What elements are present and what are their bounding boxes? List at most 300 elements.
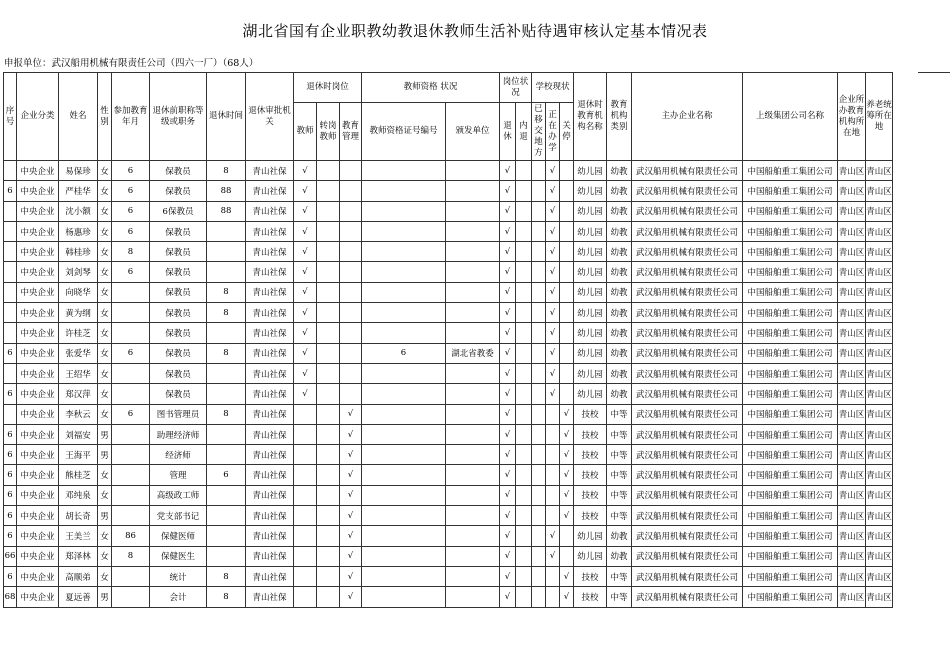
cell-running	[546, 587, 560, 607]
cell-host: 武汉船用机械有限责任公司	[632, 303, 743, 323]
cell-seq	[4, 161, 17, 181]
cell-transfer	[317, 526, 340, 546]
cell-manage	[340, 221, 362, 241]
cell-itype: 幼教	[607, 242, 632, 262]
cell-years: 6	[112, 201, 150, 221]
cell-teacher: √	[294, 181, 317, 201]
cell-title: 高级政工师	[150, 485, 207, 505]
cell-appr: 青山社保	[246, 546, 294, 566]
cell-transfer	[317, 404, 340, 424]
reporting-unit: 申报单位：武汉船用机械有限责任公司（四六一厂）（68人）	[4, 58, 259, 69]
cell-title: 经济师	[150, 445, 207, 465]
table-row	[4, 262, 893, 282]
cell-rtime: 8	[207, 282, 246, 302]
cell-seq	[4, 404, 17, 424]
header-retire-time: 退休时间	[207, 73, 246, 161]
cell-closed	[560, 242, 574, 262]
cell-host: 武汉船用机械有限责任公司	[632, 343, 743, 363]
cell-title: 保教员	[150, 282, 207, 302]
cell-years: 6	[112, 181, 150, 201]
cell-appr: 青山社保	[246, 181, 294, 201]
cell-itype: 幼教	[607, 303, 632, 323]
cell-itype: 幼教	[607, 546, 632, 566]
cell-running	[546, 465, 560, 485]
cell-gender: 女	[98, 526, 112, 546]
cell-cert	[362, 546, 446, 566]
cell-closed: √	[560, 485, 574, 505]
cell-running	[546, 506, 560, 526]
data-table	[3, 72, 893, 608]
cell-itype: 幼教	[607, 161, 632, 181]
cell-host: 武汉船用机械有限责任公司	[632, 506, 743, 526]
cell-transfer	[317, 566, 340, 586]
cell-rtime	[207, 445, 246, 465]
cell-gender: 女	[98, 181, 112, 201]
cell-issuer	[446, 506, 500, 526]
cell-cert	[362, 242, 446, 262]
cell-group: 中国船舶重工集团公司	[743, 363, 838, 383]
cell-teacher	[294, 404, 317, 424]
cell-cat: 中央企业	[17, 485, 59, 505]
cell-group: 中国船舶重工集团公司	[743, 465, 838, 485]
cell-gender: 女	[98, 303, 112, 323]
cell-itype: 幼教	[607, 181, 632, 201]
cell-inst: 技校	[574, 424, 607, 444]
cell-host: 武汉船用机械有限责任公司	[632, 546, 743, 566]
cell-loc: 青山区	[838, 445, 866, 465]
cell-loc: 青山区	[838, 181, 866, 201]
cell-internal	[516, 363, 532, 383]
header-pension-loc: 养老统筹所在地	[866, 73, 893, 161]
cell-seq: 6	[4, 343, 17, 363]
cell-gender: 女	[98, 384, 112, 404]
cell-title: 保教员	[150, 303, 207, 323]
cell-name: 向晓华	[59, 282, 98, 302]
cell-loc: 青山区	[838, 303, 866, 323]
cell-cert	[362, 384, 446, 404]
cell-moved	[532, 424, 546, 444]
cell-inst: 技校	[574, 404, 607, 424]
cell-years	[112, 445, 150, 465]
cell-seq: 6	[4, 445, 17, 465]
cell-group: 中国船舶重工集团公司	[743, 404, 838, 424]
cell-loc: 青山区	[838, 506, 866, 526]
cell-appr: 青山社保	[246, 445, 294, 465]
cell-issuer	[446, 465, 500, 485]
cell-moved	[532, 221, 546, 241]
cell-gender: 男	[98, 506, 112, 526]
cell-appr: 青山社保	[246, 201, 294, 221]
cell-loc: 青山区	[838, 587, 866, 607]
cell-teacher	[294, 445, 317, 465]
cell-ploc: 青山区	[866, 566, 893, 586]
cell-issuer	[446, 587, 500, 607]
cell-seq: 6	[4, 465, 17, 485]
cell-rtime	[207, 485, 246, 505]
cell-running: √	[546, 201, 560, 221]
cell-ploc: 青山区	[866, 424, 893, 444]
cell-manage	[340, 363, 362, 383]
cell-host: 武汉船用机械有限责任公司	[632, 262, 743, 282]
cell-moved	[532, 363, 546, 383]
cell-appr: 青山社保	[246, 465, 294, 485]
cell-internal	[516, 424, 532, 444]
header-gender: 性别	[98, 73, 112, 161]
cell-transfer	[317, 181, 340, 201]
cell-host: 武汉船用机械有限责任公司	[632, 526, 743, 546]
header-pos-status: 岗位状况	[500, 73, 532, 103]
cell-moved	[532, 181, 546, 201]
cell-seq: 6	[4, 384, 17, 404]
cell-issuer	[446, 424, 500, 444]
cell-internal	[516, 546, 532, 566]
header-pos-internal: 内退	[516, 103, 532, 161]
cell-transfer	[317, 363, 340, 383]
cell-rtime: 8	[207, 587, 246, 607]
cell-host: 武汉船用机械有限责任公司	[632, 363, 743, 383]
cell-loc: 青山区	[838, 282, 866, 302]
cell-closed	[560, 546, 574, 566]
cell-moved	[532, 161, 546, 181]
cell-transfer	[317, 506, 340, 526]
cell-gender: 女	[98, 343, 112, 363]
cell-loc: 青山区	[838, 485, 866, 505]
cell-ploc: 青山区	[866, 282, 893, 302]
cell-group: 中国船舶重工集团公司	[743, 546, 838, 566]
header-qual-issuer: 颁发单位	[446, 103, 500, 161]
cell-cat: 中央企业	[17, 526, 59, 546]
cell-rtime	[207, 526, 246, 546]
cell-closed: √	[560, 566, 574, 586]
cell-internal	[516, 282, 532, 302]
cell-retire: √	[500, 262, 516, 282]
cell-gender: 男	[98, 424, 112, 444]
cell-retire: √	[500, 201, 516, 221]
cell-teacher: √	[294, 201, 317, 221]
cell-running	[546, 424, 560, 444]
cell-manage: √	[340, 587, 362, 607]
cell-loc: 青山区	[838, 221, 866, 241]
cell-issuer: 湖北省教委	[446, 343, 500, 363]
cell-moved	[532, 546, 546, 566]
cell-retire: √	[500, 566, 516, 586]
cell-years	[112, 363, 150, 383]
header-approval: 退休审批机关	[246, 73, 294, 161]
cell-ploc: 青山区	[866, 465, 893, 485]
cell-gender: 女	[98, 465, 112, 485]
cell-name: 易保珍	[59, 161, 98, 181]
cell-ploc: 青山区	[866, 323, 893, 343]
cell-title: 保健医生	[150, 546, 207, 566]
cell-manage	[340, 262, 362, 282]
cell-title: 保教员	[150, 242, 207, 262]
cell-ploc: 青山区	[866, 485, 893, 505]
cell-seq	[4, 282, 17, 302]
cell-issuer	[446, 526, 500, 546]
cell-group: 中国船舶重工集团公司	[743, 242, 838, 262]
cell-manage	[340, 161, 362, 181]
table-row	[4, 181, 893, 201]
cell-years	[112, 506, 150, 526]
cell-appr: 青山社保	[246, 282, 294, 302]
header-inst-type: 教育机构类别	[607, 73, 632, 161]
cell-gender: 女	[98, 546, 112, 566]
cell-years: 6	[112, 262, 150, 282]
cell-manage	[340, 282, 362, 302]
cell-title: 保教员	[150, 363, 207, 383]
cell-itype: 幼教	[607, 343, 632, 363]
cell-running	[546, 485, 560, 505]
cell-transfer	[317, 262, 340, 282]
cell-cert	[362, 424, 446, 444]
cell-retire: √	[500, 242, 516, 262]
cell-internal	[516, 465, 532, 485]
cell-host: 武汉船用机械有限责任公司	[632, 566, 743, 586]
cell-itype: 中等	[607, 587, 632, 607]
cell-group: 中国船舶重工集团公司	[743, 161, 838, 181]
header-host: 主办企业名称	[632, 73, 743, 161]
cell-group: 中国船舶重工集团公司	[743, 384, 838, 404]
cell-itype: 幼教	[607, 323, 632, 343]
cell-moved	[532, 587, 546, 607]
cell-group: 中国船舶重工集团公司	[743, 262, 838, 282]
cell-itype: 幼教	[607, 201, 632, 221]
cell-closed	[560, 181, 574, 201]
cell-running: √	[546, 303, 560, 323]
cell-retire: √	[500, 303, 516, 323]
cell-cert	[362, 485, 446, 505]
cell-name: 黄为纲	[59, 303, 98, 323]
cell-itype: 中等	[607, 465, 632, 485]
cell-title: 保教员	[150, 323, 207, 343]
cell-closed	[560, 221, 574, 241]
cell-closed: √	[560, 587, 574, 607]
cell-seq	[4, 363, 17, 383]
header-qual-cert: 教师资格证号编号	[362, 103, 446, 161]
cell-inst: 技校	[574, 485, 607, 505]
cell-retire: √	[500, 506, 516, 526]
header-seq: 序号	[4, 73, 17, 161]
cell-issuer	[446, 566, 500, 586]
table-row	[4, 566, 893, 586]
cell-rtime	[207, 384, 246, 404]
cell-closed	[560, 384, 574, 404]
cell-ploc: 青山区	[866, 221, 893, 241]
cell-appr: 青山社保	[246, 303, 294, 323]
table-row	[4, 587, 893, 607]
cell-appr: 青山社保	[246, 343, 294, 363]
cell-internal	[516, 242, 532, 262]
cell-teacher: √	[294, 242, 317, 262]
cell-name: 王海平	[59, 445, 98, 465]
cell-closed	[560, 282, 574, 302]
cell-transfer	[317, 424, 340, 444]
cell-issuer	[446, 384, 500, 404]
cell-cat: 中央企业	[17, 161, 59, 181]
cell-cat: 中央企业	[17, 323, 59, 343]
cell-appr: 青山社保	[246, 485, 294, 505]
cell-rtime: 8	[207, 566, 246, 586]
cell-host: 武汉船用机械有限责任公司	[632, 445, 743, 465]
cell-ploc: 青山区	[866, 181, 893, 201]
cell-transfer	[317, 343, 340, 363]
cell-name: 许桂芝	[59, 323, 98, 343]
cell-name: 邓纯泉	[59, 485, 98, 505]
header-school-running: 正在办学	[546, 103, 560, 161]
cell-name: 郑汉萍	[59, 384, 98, 404]
table-row	[4, 526, 893, 546]
cell-manage: √	[340, 404, 362, 424]
cell-cert	[362, 282, 446, 302]
cell-cat: 中央企业	[17, 262, 59, 282]
cell-issuer	[446, 363, 500, 383]
cell-appr: 青山社保	[246, 363, 294, 383]
cell-running: √	[546, 161, 560, 181]
cell-inst: 技校	[574, 465, 607, 485]
cell-closed: √	[560, 424, 574, 444]
cell-cat: 中央企业	[17, 506, 59, 526]
table-body	[4, 161, 893, 608]
cell-cert	[362, 566, 446, 586]
cell-cert	[362, 221, 446, 241]
cell-itype: 幼教	[607, 363, 632, 383]
cell-transfer	[317, 587, 340, 607]
cell-seq: 66	[4, 546, 17, 566]
cell-issuer	[446, 303, 500, 323]
cell-inst: 幼儿园	[574, 282, 607, 302]
cell-cert	[362, 262, 446, 282]
cell-ploc: 青山区	[866, 262, 893, 282]
cell-host: 武汉船用机械有限责任公司	[632, 161, 743, 181]
cell-itype: 中等	[607, 485, 632, 505]
cell-seq: 6	[4, 424, 17, 444]
cell-inst: 幼儿园	[574, 303, 607, 323]
cell-ploc: 青山区	[866, 384, 893, 404]
cell-gender: 女	[98, 282, 112, 302]
cell-ploc: 青山区	[866, 201, 893, 221]
cell-group: 中国船舶重工集团公司	[743, 201, 838, 221]
cell-itype: 幼教	[607, 221, 632, 241]
cell-closed: √	[560, 445, 574, 465]
cell-appr: 青山社保	[246, 384, 294, 404]
cell-internal	[516, 201, 532, 221]
cell-closed	[560, 526, 574, 546]
cell-appr: 青山社保	[246, 566, 294, 586]
cell-title: 保教员	[150, 161, 207, 181]
cell-loc: 青山区	[838, 424, 866, 444]
cell-gender: 女	[98, 323, 112, 343]
cell-transfer	[317, 201, 340, 221]
cell-moved	[532, 465, 546, 485]
cell-inst: 幼儿园	[574, 262, 607, 282]
cell-group: 中国船舶重工集团公司	[743, 303, 838, 323]
cell-moved	[532, 303, 546, 323]
cell-host: 武汉船用机械有限责任公司	[632, 384, 743, 404]
cell-group: 中国船舶重工集团公司	[743, 282, 838, 302]
cell-retire: √	[500, 587, 516, 607]
cell-internal	[516, 566, 532, 586]
cell-teacher	[294, 465, 317, 485]
cell-internal	[516, 445, 532, 465]
cell-teacher	[294, 424, 317, 444]
cell-cert	[362, 323, 446, 343]
cell-gender: 女	[98, 201, 112, 221]
cell-teacher	[294, 526, 317, 546]
cell-title: 保教员	[150, 384, 207, 404]
cell-title: 保教员	[150, 181, 207, 201]
cell-running: √	[546, 363, 560, 383]
cell-moved	[532, 384, 546, 404]
table-row	[4, 404, 893, 424]
cell-closed	[560, 262, 574, 282]
cell-retire: √	[500, 221, 516, 241]
cell-cat: 中央企业	[17, 465, 59, 485]
cell-closed	[560, 303, 574, 323]
cell-years	[112, 303, 150, 323]
cell-running	[546, 404, 560, 424]
cell-loc: 青山区	[838, 465, 866, 485]
cell-seq	[4, 221, 17, 241]
cell-name: 张爱华	[59, 343, 98, 363]
cell-manage	[340, 303, 362, 323]
cell-teacher	[294, 566, 317, 586]
header-school-closed: 关停	[560, 103, 574, 161]
table-row	[4, 221, 893, 241]
cell-loc: 青山区	[838, 384, 866, 404]
cell-inst: 幼儿园	[574, 526, 607, 546]
cell-years: 6	[112, 343, 150, 363]
cell-itype: 中等	[607, 404, 632, 424]
table-header	[4, 73, 893, 161]
cell-inst: 幼儿园	[574, 161, 607, 181]
cell-internal	[516, 384, 532, 404]
cell-years: 6	[112, 404, 150, 424]
cell-title: 保教员	[150, 343, 207, 363]
cell-years	[112, 587, 150, 607]
cell-internal	[516, 526, 532, 546]
cell-transfer	[317, 465, 340, 485]
cell-cat: 中央企业	[17, 303, 59, 323]
cell-cat: 中央企业	[17, 445, 59, 465]
cell-cat: 中央企业	[17, 282, 59, 302]
cell-manage: √	[340, 485, 362, 505]
cell-running: √	[546, 242, 560, 262]
cell-manage: √	[340, 566, 362, 586]
cell-title: 保健医师	[150, 526, 207, 546]
cell-host: 武汉船用机械有限责任公司	[632, 404, 743, 424]
cell-gender: 女	[98, 242, 112, 262]
cell-inst: 幼儿园	[574, 546, 607, 566]
cell-loc: 青山区	[838, 242, 866, 262]
cell-group: 中国船舶重工集团公司	[743, 526, 838, 546]
cell-manage: √	[340, 445, 362, 465]
cell-ploc: 青山区	[866, 445, 893, 465]
cell-seq: 6	[4, 485, 17, 505]
cell-cat: 中央企业	[17, 566, 59, 586]
cell-ploc: 青山区	[866, 303, 893, 323]
cell-host: 武汉船用机械有限责任公司	[632, 201, 743, 221]
table-row	[4, 201, 893, 221]
cell-retire: √	[500, 343, 516, 363]
cell-title: 统计	[150, 566, 207, 586]
cell-running: √	[546, 221, 560, 241]
cell-manage: √	[340, 465, 362, 485]
cell-moved	[532, 506, 546, 526]
cell-issuer	[446, 221, 500, 241]
cell-ploc: 青山区	[866, 343, 893, 363]
cell-years: 8	[112, 242, 150, 262]
cell-retire: √	[500, 282, 516, 302]
